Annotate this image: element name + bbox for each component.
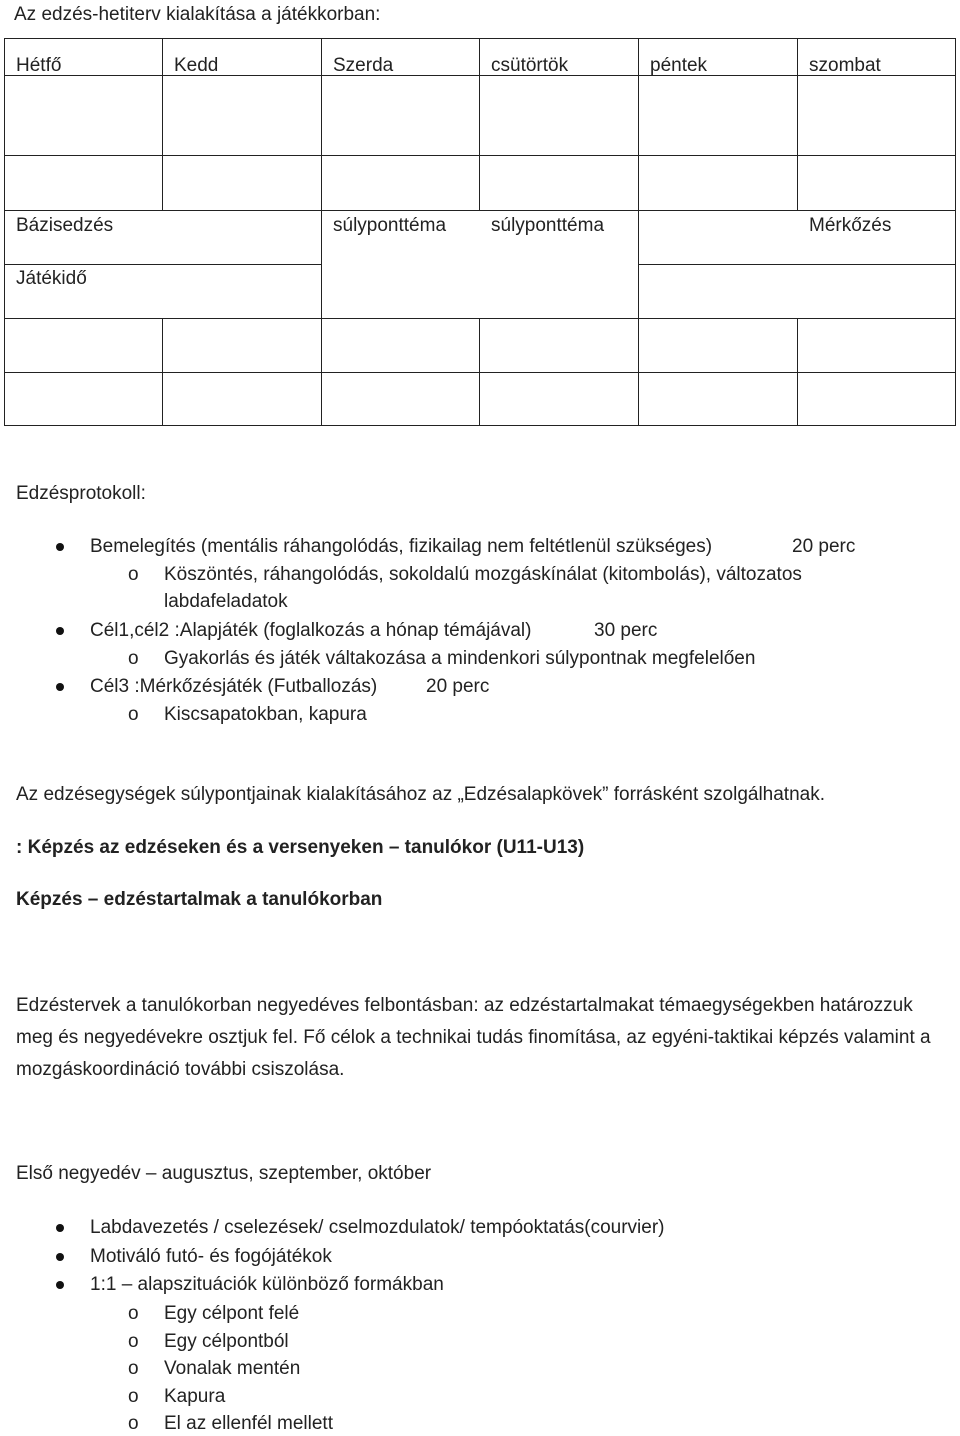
protocol-item-duration: 30 perc bbox=[594, 620, 658, 641]
day-header-friday: péntek bbox=[650, 55, 708, 76]
protocol-subitem-cont: labdafeladatok bbox=[164, 591, 288, 612]
table-row-divider bbox=[4, 210, 956, 211]
protocol-subitem: Gyakorlás és játék váltakozása a mindenkori súlypontnak megfelelően bbox=[164, 648, 756, 669]
quarter-subitem: Kapura bbox=[164, 1386, 226, 1407]
cell-monday-playtime: Játékidő bbox=[16, 268, 87, 289]
protocol-subitem: Kiscsapatokban, kapura bbox=[164, 704, 367, 725]
table-border-top bbox=[4, 38, 956, 39]
day-header-monday: Hétfő bbox=[16, 55, 62, 76]
cell-saturday-type: Mérkőzés bbox=[809, 215, 892, 236]
quarter-subitem: El az ellenfél mellett bbox=[164, 1413, 333, 1434]
page-heading: Az edzés-hetiterv kialakítása a játékkorban: bbox=[14, 4, 381, 25]
day-header-thursday: csütörtök bbox=[491, 55, 569, 76]
subsection-title: Képzés – edzéstartalmak a tanulókorban bbox=[16, 889, 383, 910]
quarter-item: 1:1 – alapszituációk különböző formákban bbox=[90, 1274, 444, 1295]
weekly-schedule-table bbox=[4, 38, 956, 426]
bullet-marker bbox=[56, 543, 64, 551]
quarter-subitem: Vonalak mentén bbox=[164, 1358, 301, 1379]
quarter-subitem: Egy célpontból bbox=[164, 1331, 289, 1352]
cell-monday-type: Bázisedzés bbox=[16, 215, 114, 236]
section-title: : Képzés az edzéseken és a versenyeken – tanulókor (U11-U13) bbox=[16, 837, 585, 858]
table-col-divider bbox=[162, 318, 163, 426]
protocol-item-text: Bemelegítés (mentális ráhangolódás, fizikailag nem feltétlenül szükséges) bbox=[90, 536, 713, 557]
table-border-left bbox=[4, 38, 5, 426]
quarter-subitem: Egy célpont felé bbox=[164, 1303, 300, 1324]
bullet-marker bbox=[56, 1224, 64, 1232]
table-border-bottom bbox=[4, 425, 956, 426]
sub-marker: o bbox=[128, 1331, 139, 1352]
table-row-divider bbox=[4, 155, 956, 156]
sources-note: Az edzésegységek súlypontjainak kialakításához az „Edzésalapkövek” forrásként szolgálhatnak. bbox=[16, 784, 826, 805]
cell-thursday-type: súlyponttéma bbox=[491, 215, 605, 236]
table-col-divider bbox=[479, 38, 480, 210]
sub-marker: o bbox=[128, 1358, 139, 1379]
quarter-title: Első negyedév – augusztus, szeptember, október bbox=[16, 1163, 432, 1184]
day-header-tuesday: Kedd bbox=[174, 55, 219, 76]
sub-marker: o bbox=[128, 564, 139, 585]
table-border-right bbox=[955, 38, 956, 426]
protocol-subitem: Köszöntés, ráhangolódás, sokoldalú mozgáskínálat (kitombolás), változatos bbox=[164, 564, 802, 585]
quarter-item: Motiváló futó- és fogójátékok bbox=[90, 1246, 332, 1267]
bullet-marker bbox=[56, 1281, 64, 1289]
cell-wednesday-type: súlyponttéma bbox=[333, 215, 447, 236]
sub-marker: o bbox=[128, 1303, 139, 1324]
table-col-divider bbox=[797, 318, 798, 426]
bullet-marker bbox=[56, 683, 64, 691]
bullet-marker bbox=[56, 627, 64, 635]
quarter-item: Labdavezetés / cselezések/ cselmozdulatok/ tempóoktatás(courvier) bbox=[90, 1217, 665, 1238]
quarterly-plan-paragraph: Edzéstervek a tanulókorban negyedéves felbontásban: az edzéstartalmakat témaegységekben határozzuk meg és negyedévekre osztjuk fel. Fő célok a technikai tudás finomítása, az egyéni-taktikai képzés valamint a mozgáskoordináció további csiszolása. bbox=[16, 995, 931, 1080]
table-col-divider bbox=[162, 38, 163, 210]
sub-marker: o bbox=[128, 1413, 139, 1434]
table-row-divider bbox=[638, 264, 956, 265]
sub-marker: o bbox=[128, 1386, 139, 1407]
table-col-divider bbox=[479, 318, 480, 426]
protocol-item-duration: 20 perc bbox=[792, 536, 856, 557]
day-header-saturday: szombat bbox=[809, 55, 881, 76]
table-col-divider bbox=[797, 38, 798, 210]
table-row-divider bbox=[4, 264, 321, 265]
table-col-divider bbox=[321, 38, 322, 426]
bullet-marker bbox=[56, 1253, 64, 1261]
protocol-item-text: Cél1,cél2 :Alapjáték (foglalkozás a hónap témájával) bbox=[90, 620, 532, 641]
table-row-divider bbox=[4, 372, 956, 373]
table-col-divider bbox=[638, 38, 639, 426]
table-row-divider bbox=[4, 318, 956, 319]
protocol-item-text: Cél3 :Mérkőzésjáték (Futballozás) bbox=[90, 676, 378, 697]
sub-marker: o bbox=[128, 648, 139, 669]
sub-marker: o bbox=[128, 704, 139, 725]
day-header-wednesday: Szerda bbox=[333, 55, 394, 76]
protocol-title: Edzésprotokoll: bbox=[16, 483, 146, 504]
protocol-item-duration: 20 perc bbox=[426, 676, 490, 697]
